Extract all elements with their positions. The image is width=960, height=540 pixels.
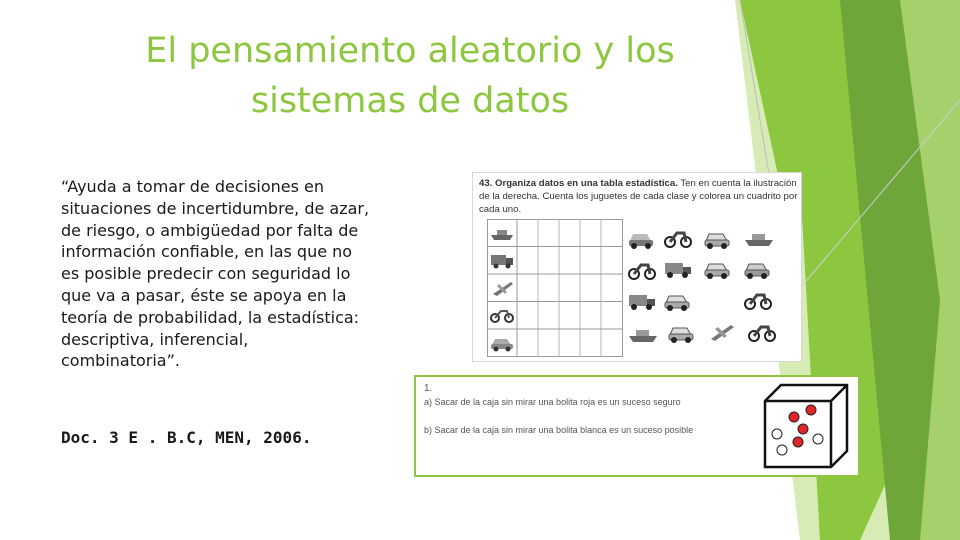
- exercise-1-image: [414, 375, 860, 477]
- ship-icon: [629, 330, 657, 342]
- motorcycle-icon: [745, 295, 771, 309]
- car-icon: [705, 234, 729, 249]
- exercise-43-text: [479, 177, 799, 216]
- car-icon: [665, 296, 689, 311]
- exercise-43-instruction: Ten en cuenta la ilustración de la derecha. Cuenta los juguetes de cada clase y colorea un cuadrito por cada uno.: [479, 178, 798, 215]
- tally-grid: [487, 219, 623, 357]
- car-icon: [669, 328, 693, 343]
- motorcycle-icon: [629, 265, 655, 279]
- red-ball: [789, 412, 799, 422]
- citation: Doc. 3 E . B.C, MEN, 2006.: [61, 428, 312, 447]
- exercise-43-image: [472, 172, 802, 362]
- exercise-1-item-a: a) Sacar de la caja sin mirar una bolita roja es un suceso seguro: [424, 397, 681, 407]
- car-icon: [629, 234, 653, 249]
- red-ball: [793, 437, 803, 447]
- exercise-1-number: 1.: [424, 383, 433, 394]
- airplane-icon: [711, 325, 734, 341]
- quote-text: “Ayuda a tomar de decisiones en situaciones de incertidumbre, de azar, de riesgo, o ambigüedad por falta de información confiable, en las que no es posible predecir con seguridad lo que va a pasar, éste se apoya en la teoría de probabilidad, la estadística: descriptiva, inferencial, combinatoria”.: [61, 177, 370, 371]
- exercise-1-item-b: b) Sacar de la caja sin mirar una bolita blanca es un suceso posible: [424, 425, 694, 435]
- car-icon: [745, 264, 769, 279]
- motorcycle-icon: [749, 327, 775, 341]
- white-ball: [777, 445, 787, 455]
- white-ball: [772, 429, 782, 439]
- exercise-43-heading: 43. Organiza datos en una tabla estadística.: [479, 178, 678, 189]
- slide-title: El pensamiento aleatorio y los sistemas de datos: [145, 31, 675, 121]
- toy-illustration: [625, 223, 795, 349]
- red-ball: [798, 424, 808, 434]
- ship-icon: [745, 234, 773, 246]
- truck-icon: [665, 263, 691, 278]
- truck-icon: [629, 295, 655, 310]
- car-icon: [705, 264, 729, 279]
- ball-box-illustration: [761, 381, 851, 469]
- white-ball: [813, 434, 823, 444]
- red-ball: [806, 405, 816, 415]
- motorcycle-icon: [665, 233, 691, 247]
